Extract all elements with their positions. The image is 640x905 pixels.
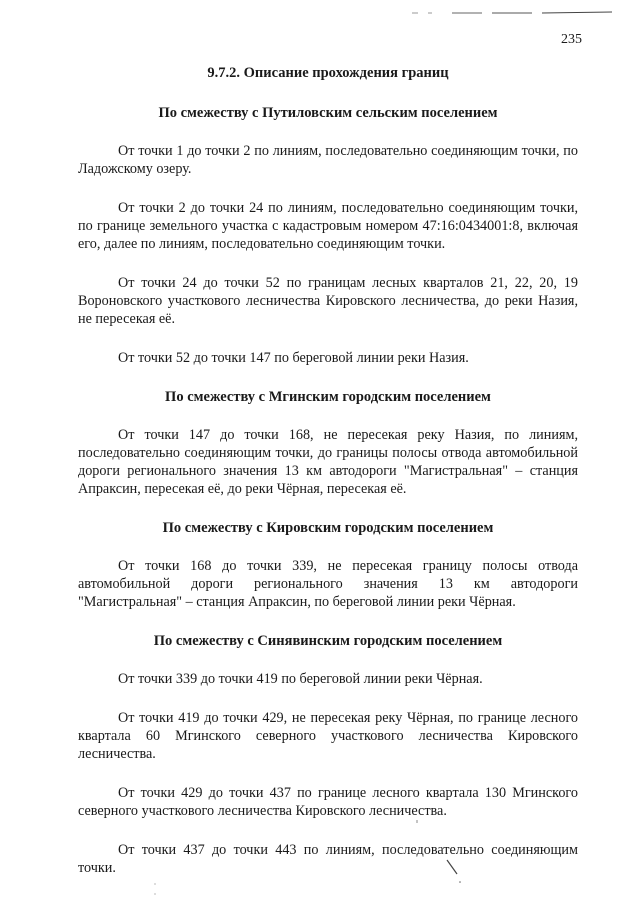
paragraph: От точки 2 до точки 24 по линиям, последовательно соединяющим точки, по границе земельного участка с кадастровым номером 47:16:0434001:8, включая его, далее по линиям, последовательно соединяющим точки. bbox=[78, 200, 578, 252]
paragraph: От точки 168 до точки 339, не пересекая границу полосы отвода автомобильной дороги регионального значения 13 км автодороги "Магистральная" – станция Апраксин, по береговой линии реки Чёрная. bbox=[78, 558, 578, 610]
paragraph: От точки 1 до точки 2 по линиям, последовательно соединяющим точки, по Ладожскому озеру. bbox=[78, 143, 578, 177]
paragraph: От точки 419 до точки 429, не пересекая реку Чёрная, по границе лесного квартала 60 Мгинского северного участкового лесничества Кировского лесничества. bbox=[78, 710, 578, 762]
paragraph: От точки 24 до точки 52 по границам лесных кварталов 21, 22, 20, 19 Вороновского участкового лесничества Кировского лесничества, до реки Назия, не пересекая её. bbox=[78, 275, 578, 327]
paragraph: От точки 147 до точки 168, не пересекая реку Назия, по линиям, последовательно соединяющим точки, до границы полосы отвода автомобильной дороги регионального значения 13 км автодороги "Магистральная" – станция Апраксин, пересекая её, до реки Чёрная, пересекая её. bbox=[78, 427, 578, 497]
paragraph: От точки 429 до точки 437 по границе лесного квартала 130 Мгинского северного участкового лесничества Кировского лесничества. bbox=[78, 785, 578, 819]
subsection-title-kirovskoe: По смежеству с Кировским городским поселением bbox=[162, 520, 494, 536]
scan-artifact-marks bbox=[405, 820, 465, 890]
subsection-title-mginskoe: По смежеству с Мгинским городским поселением bbox=[165, 389, 491, 405]
scan-artifact-lines bbox=[412, 10, 612, 16]
document-body bbox=[78, 64, 578, 898]
section-title: 9.7.2. Описание прохождения границ bbox=[207, 65, 449, 81]
page-number: 235 bbox=[561, 32, 582, 47]
scan-artifact-dots bbox=[150, 880, 160, 900]
paragraph: От точки 339 до точки 419 по береговой линии реки Чёрная. bbox=[118, 671, 483, 687]
paragraph: От точки 52 до точки 147 по береговой линии реки Назия. bbox=[118, 350, 469, 366]
subsection-title-sinyavinskoe: По смежеству с Синявинским городским поселением bbox=[153, 633, 503, 649]
subsection-title-putilovskoe: По смежеству с Путиловским сельским поселением bbox=[158, 105, 498, 121]
paragraph: От точки 437 до точки 443 по линиям, последовательно соединяющим точки. bbox=[78, 842, 578, 876]
